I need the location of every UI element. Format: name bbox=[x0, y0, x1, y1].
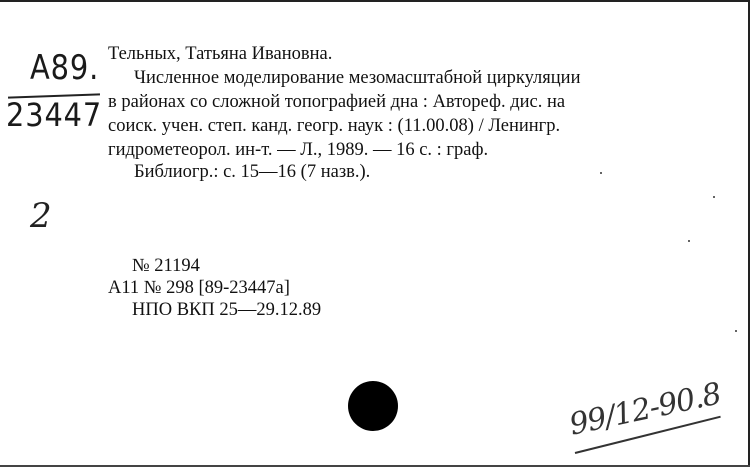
title-line-3: соиск. учен. степ. канд. геогр. наук : (11.00.08) / Ленингр. bbox=[108, 116, 561, 136]
speck bbox=[600, 172, 602, 174]
handwritten-stamp: 99/12-90.8 bbox=[566, 376, 724, 443]
handwritten-mark: 2 bbox=[30, 196, 52, 236]
punch-hole bbox=[348, 381, 398, 431]
title-line-2: в районах со сложной топографией дна : Автореф. дис. на bbox=[108, 92, 566, 112]
bibliography-line: Библиогр.: с. 15—16 (7 назв.). bbox=[134, 162, 371, 182]
shelfmark-top: А89. bbox=[30, 48, 100, 88]
npo-line: НПО ВКП 25—29.12.89 bbox=[132, 300, 322, 320]
shelfmark-bottom: 23447 bbox=[6, 96, 103, 134]
card-top-edge bbox=[0, 0, 750, 2]
title-line-1: Численное моделирование мезомасштабной циркуляции bbox=[134, 68, 581, 88]
speck bbox=[688, 240, 690, 242]
catalog-line: А11 № 298 [89-23447а] bbox=[108, 278, 290, 298]
author-line: Тельных, Татьяна Ивановна. bbox=[108, 44, 333, 64]
speck bbox=[735, 330, 737, 332]
number-line: № 21194 bbox=[132, 256, 200, 276]
speck bbox=[713, 196, 715, 198]
title-line-4: гидрометеорол. ин-т. — Л., 1989. — 16 с. : граф. bbox=[108, 140, 489, 160]
